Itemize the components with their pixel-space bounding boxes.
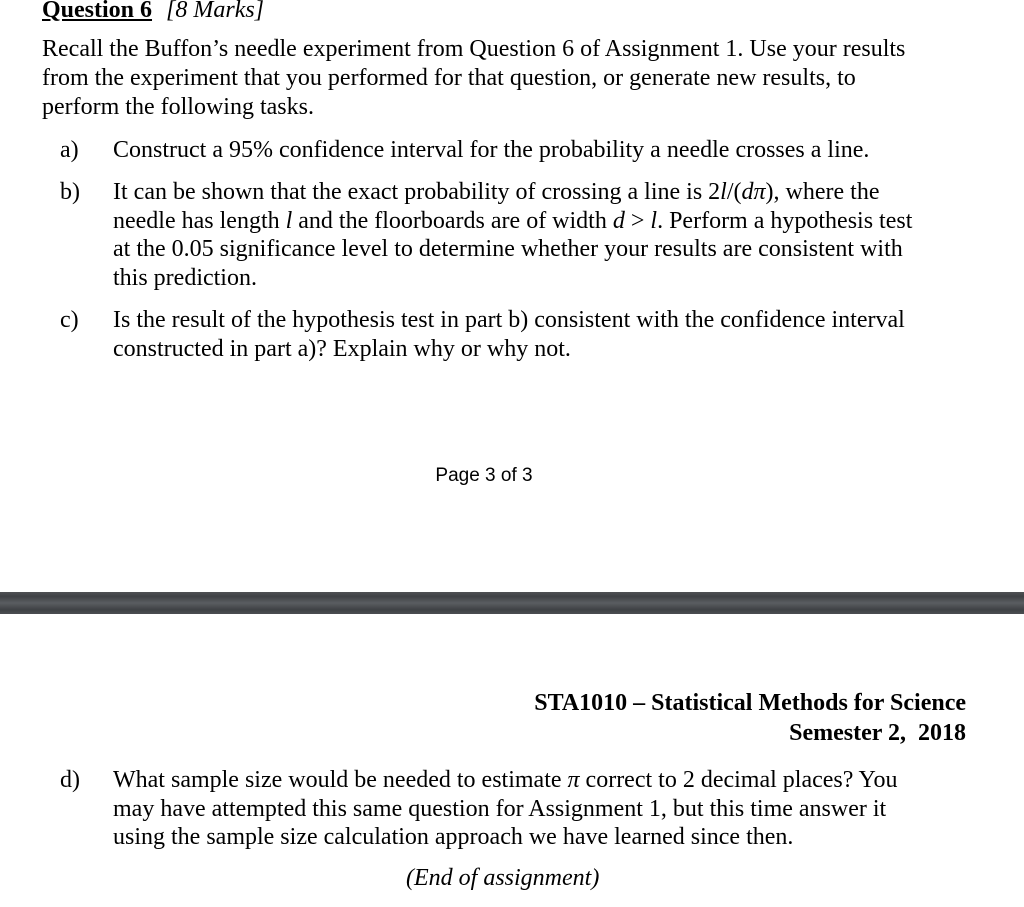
- task-line: using the sample size calculation approach we have learned since then.: [113, 824, 794, 851]
- task-letter: c): [60, 307, 79, 333]
- task-letter: a): [60, 137, 79, 163]
- task-text: [113, 766, 897, 852]
- end-of-assignment-note: (End of assignment): [406, 865, 600, 891]
- question-heading: [42, 0, 264, 24]
- task-line: Construct a 95% confidence interval for the probability a needle crosses a line.: [113, 137, 870, 163]
- task-line: [113, 766, 897, 795]
- math-variable: l: [720, 179, 727, 205]
- task-letter: d): [60, 767, 80, 793]
- task-line: at the 0.05 significance level to determine whether your results are consistent with: [113, 236, 903, 263]
- question-title: Question 6: [42, 0, 153, 23]
- task-text: [113, 178, 912, 293]
- task-text: [113, 136, 869, 165]
- page-footer: Page 3 of 3: [435, 465, 533, 486]
- page-separator: [0, 592, 1024, 614]
- page-header: [534, 688, 966, 748]
- intro-paragraph: [42, 35, 905, 122]
- math-variable: d: [612, 207, 625, 234]
- text-run: needle has length: [113, 207, 286, 234]
- task-line: may have attempted this same question for Assignment 1, but this time answer it: [113, 795, 887, 822]
- text-run: correct to 2 decimal places? You: [579, 767, 898, 793]
- course-title: STA1010 – Statistical Methods for Science: [534, 690, 966, 716]
- task-text: [113, 306, 905, 363]
- text-run: >: [624, 207, 651, 234]
- task-line: constructed in part a)? Explain why or why not.: [113, 335, 571, 362]
- document-page-next: [0, 614, 1024, 907]
- intro-line: perform the following tasks.: [42, 94, 314, 120]
- math-symbol-pi: π: [567, 767, 580, 793]
- math-variable: l: [650, 207, 658, 234]
- task-line: this prediction.: [113, 265, 257, 292]
- text-run: and the floorboards are of width: [292, 207, 613, 234]
- task-letter: b): [60, 179, 80, 205]
- text-run: It can be shown that the exact probability of crossing a line is 2: [113, 179, 721, 205]
- text-run: . Perform a hypothesis test: [657, 207, 913, 234]
- task-line: Is the result of the hypothesis test in part b) consistent with the confidence interval: [113, 307, 905, 333]
- task-line: [113, 207, 912, 236]
- intro-line: from the experiment that you performed for that question, or generate new results, to: [42, 65, 856, 91]
- question-marks: [8 Marks]: [166, 0, 265, 23]
- semester-label: Semester 2, 2018: [789, 720, 966, 746]
- task-line: [113, 178, 912, 207]
- text-run: ), where the: [765, 179, 880, 205]
- math-variable: dπ: [741, 179, 766, 205]
- intro-line: Recall the Buffon’s needle experiment from Question 6 of Assignment 1. Use your results: [42, 36, 906, 62]
- text-run: What sample size would be needed to estimate: [113, 767, 568, 793]
- math-variable: l: [285, 207, 293, 234]
- text-run: /(: [726, 179, 742, 205]
